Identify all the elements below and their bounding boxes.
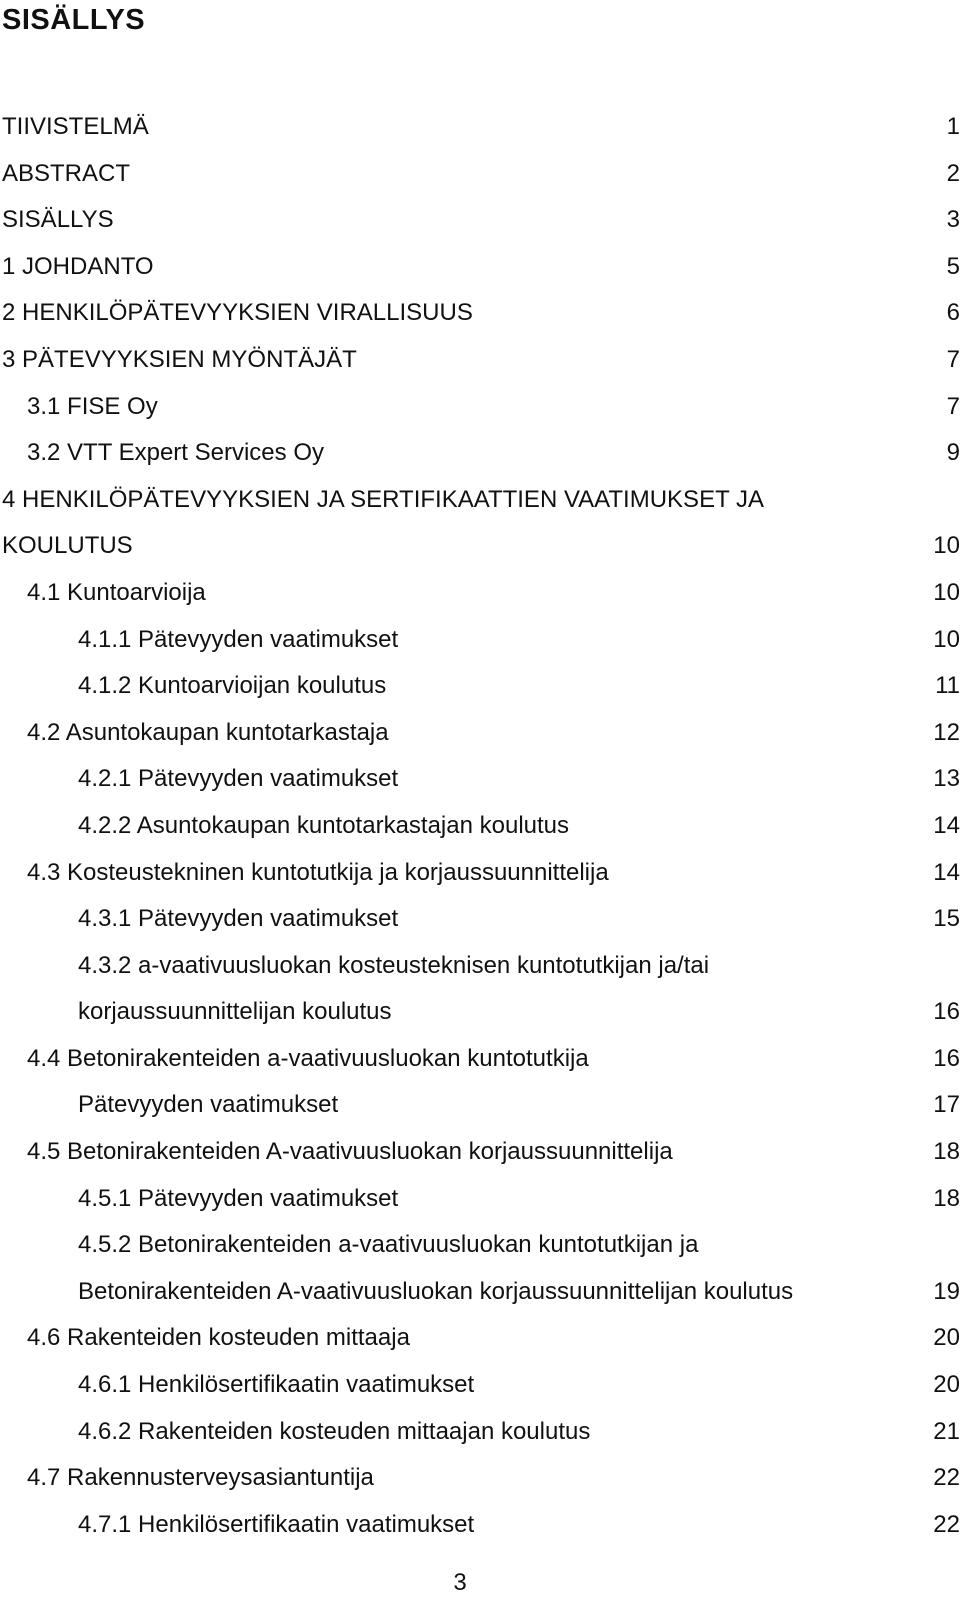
toc-entry-page: 15: [933, 905, 960, 933]
toc-line: [0, 989, 960, 1036]
toc-entry: [0, 1455, 960, 1502]
toc-entry: [0, 151, 960, 198]
page-title: SISÄLLYS: [2, 4, 146, 36]
toc-entry: [0, 803, 960, 850]
toc-entry-link[interactable]: [0, 663, 960, 710]
toc-entry-title: 4.3.1 Pätevyyden vaatimukset: [78, 905, 399, 933]
toc-entry-title: 4.5 Betonirakenteiden A-vaativuusluokan korjaussuunnittelija: [27, 1138, 673, 1166]
toc-entry-title: 4.6.2 Rakenteiden kosteuden mittaajan koulutus: [78, 1417, 591, 1445]
toc-entry-title: ABSTRACT: [2, 159, 131, 187]
toc-entry-page: 9: [946, 439, 960, 467]
toc-line: [0, 1269, 960, 1316]
toc-entry-link[interactable]: [0, 290, 960, 337]
toc-entry-title: 4.4 Betonirakenteiden a-vaativuusluokan kuntotutkija: [27, 1044, 589, 1072]
toc-entry-title: KOULUTUS: [2, 532, 133, 560]
toc-entry: [0, 896, 960, 943]
toc-entry-title: 4.6.1 Henkilösertifikaatin vaatimukset: [78, 1371, 475, 1399]
toc-entry: [0, 104, 960, 151]
toc-entry: [0, 1362, 960, 1409]
toc-line: [0, 477, 960, 524]
toc-entry-link[interactable]: [0, 1129, 960, 1176]
toc-entry: [0, 663, 960, 710]
toc-line: [0, 756, 960, 803]
toc-entry-link[interactable]: [0, 151, 960, 198]
toc-line: [0, 1082, 960, 1129]
toc-line: [0, 1176, 960, 1223]
toc-entry: [0, 617, 960, 664]
toc-entry: [0, 430, 960, 477]
toc-entry-link[interactable]: [0, 570, 960, 617]
toc-entry-title: 4.2 Asuntokaupan kuntotarkastaja: [27, 718, 389, 746]
toc-line: [0, 663, 960, 710]
toc-entry-title: TIIVISTELMÄ: [2, 113, 149, 140]
toc-entry-title: 3.2 VTT Expert Services Oy: [27, 439, 324, 467]
toc-entry-link[interactable]: [0, 1315, 960, 1362]
toc-entry-link[interactable]: [0, 197, 960, 244]
toc-entry-page: 10: [933, 532, 960, 560]
toc-entry-title: 4.1 Kuntoarvioija: [27, 578, 206, 606]
toc-entry-page: 14: [933, 858, 960, 886]
toc-entry-link[interactable]: [0, 850, 960, 897]
toc-line: [0, 896, 960, 943]
toc-entry-link[interactable]: [0, 756, 960, 803]
toc-entry-page: 21: [933, 1417, 960, 1445]
toc-entry-page: 1: [946, 113, 960, 140]
toc-entry-link[interactable]: [0, 617, 960, 664]
toc-entry-title: Betonirakenteiden A-vaativuusluokan korjaussuunnittelijan koulutus: [78, 1277, 794, 1305]
toc-line: [0, 384, 960, 431]
toc-entry: [0, 570, 960, 617]
toc-entry-link[interactable]: [0, 943, 960, 1036]
toc-line: [0, 1036, 960, 1083]
toc-entry: [0, 710, 960, 757]
toc-line: [0, 1222, 960, 1269]
toc-entry-link[interactable]: [0, 710, 960, 757]
toc-entry-link[interactable]: [0, 1036, 960, 1083]
toc-entry-page: 2: [946, 159, 960, 187]
toc-entry-title: Pätevyyden vaatimukset: [78, 1091, 339, 1119]
toc-entry-page: 7: [946, 345, 960, 373]
toc-entry-link[interactable]: [0, 430, 960, 477]
toc-entry-title: 4.5.1 Pätevyyden vaatimukset: [78, 1184, 399, 1212]
toc-entry-title: 3.1 FISE Oy: [27, 392, 158, 420]
toc-entry-link[interactable]: [0, 384, 960, 431]
toc-entry-page: 18: [933, 1138, 960, 1166]
toc-line: [0, 1455, 960, 1502]
toc-entry-link[interactable]: [0, 1455, 960, 1502]
toc-entry: [0, 384, 960, 431]
toc-line: [0, 1409, 960, 1456]
toc-entry-title: 4.3 Kosteustekninen kuntotutkija ja korjaussuunnittelija: [27, 858, 609, 886]
toc-entry-link[interactable]: [0, 1176, 960, 1223]
toc-entry-page: 11: [935, 672, 960, 700]
toc-entry: [0, 197, 960, 244]
toc-entry-link[interactable]: [0, 1082, 960, 1129]
toc-entry-page: 22: [933, 1464, 960, 1492]
toc-entry-title: 4.2.1 Pätevyyden vaatimukset: [78, 765, 399, 793]
toc-line: [0, 1502, 960, 1549]
toc-entry: [0, 1082, 960, 1129]
toc-line: [0, 244, 960, 291]
toc-entry: [0, 1129, 960, 1176]
toc-entry-link[interactable]: [0, 896, 960, 943]
toc-entry-link[interactable]: [0, 244, 960, 291]
toc-entry-page: 17: [933, 1091, 960, 1119]
toc-line: [0, 104, 960, 151]
toc-entry-title: 4.7 Rakennusterveysasiantuntija: [27, 1464, 374, 1492]
toc-line: [0, 430, 960, 477]
toc-entry-page: 16: [933, 998, 960, 1026]
toc-entry-page: 20: [933, 1324, 960, 1352]
toc-line: [0, 1129, 960, 1176]
toc-entry-link[interactable]: [0, 337, 960, 384]
toc-line: [0, 803, 960, 850]
toc-entry-page: 16: [933, 1044, 960, 1072]
toc-line: [0, 151, 960, 198]
toc-entry-page: 14: [933, 811, 960, 839]
toc-entry-title: 4.5.2 Betonirakenteiden a-vaativuusluokan kuntotutkijan ja: [78, 1231, 699, 1259]
toc-entry-title: 4.1.1 Pätevyyden vaatimukset: [78, 625, 399, 653]
toc-entry-page: 6: [946, 299, 960, 327]
toc-entry-link[interactable]: [0, 803, 960, 850]
toc-entry-title: 4 HENKILÖPÄTEVYYKSIEN JA SERTIFIKAATTIEN VAATIMUKSET JA: [2, 485, 764, 513]
toc-entry-title: korjaussuunnittelijan koulutus: [78, 998, 392, 1026]
toc-entry: [0, 756, 960, 803]
toc-entry: [0, 1222, 960, 1315]
toc-entry: [0, 1409, 960, 1456]
toc-entry-link[interactable]: [0, 1362, 960, 1409]
toc-line: [0, 1315, 960, 1362]
toc-entry-page: 5: [946, 252, 960, 280]
toc-entry: [0, 943, 960, 1036]
toc-entry-title: SISÄLLYS: [2, 206, 114, 234]
toc-entry: [0, 1502, 960, 1549]
toc-entry-link[interactable]: [0, 477, 960, 570]
toc-entry-link[interactable]: [0, 1222, 960, 1315]
toc-entry-title: 4.3.2 a-vaativuusluokan kosteusteknisen kuntotutkijan ja/tai: [78, 951, 710, 979]
toc-entry-page: 19: [933, 1277, 960, 1305]
toc-entry-title: 4.1.2 Kuntoarvioijan koulutus: [78, 672, 387, 700]
toc-entry-title: 2 HENKILÖPÄTEVYYKSIEN VIRALLISUUS: [2, 299, 473, 327]
page-number: 3: [453, 1569, 467, 1596]
toc-entry-page: 13: [933, 765, 960, 793]
toc-entry: [0, 1036, 960, 1083]
toc-entry: [0, 337, 960, 384]
toc-line: [0, 943, 960, 990]
toc-entry-title: 3 PÄTEVYYKSIEN MYÖNTÄJÄT: [2, 345, 357, 373]
toc-entry: [0, 477, 960, 570]
toc-entry-page: 12: [933, 718, 960, 746]
toc-entry: [0, 1315, 960, 1362]
toc-line: [0, 197, 960, 244]
toc-entry: [0, 290, 960, 337]
toc-line: [0, 523, 960, 570]
toc-entry-page: 3: [946, 206, 960, 234]
toc-entry-title: 4.6 Rakenteiden kosteuden mittaaja: [27, 1324, 410, 1352]
toc-entry-title: 4.2.2 Asuntokaupan kuntotarkastajan koulutus: [78, 811, 570, 839]
toc-entry-page: 10: [933, 625, 960, 653]
toc-line: [0, 570, 960, 617]
toc-entry-page: 22: [933, 1510, 960, 1538]
toc-line: [0, 290, 960, 337]
toc-entry-title: 1 JOHDANTO: [2, 252, 154, 280]
toc-line: [0, 617, 960, 664]
toc-entry-page: 7: [946, 392, 960, 420]
table-of-contents: [0, 104, 960, 1548]
toc-line: [0, 710, 960, 757]
toc-entry-page: 20: [933, 1371, 960, 1399]
toc-line: [0, 850, 960, 897]
toc-entry-link[interactable]: [0, 1409, 960, 1456]
toc-entry: [0, 1176, 960, 1223]
toc-entry-page: 18: [933, 1184, 960, 1212]
toc-entry-link[interactable]: [0, 1502, 960, 1549]
toc-line: [0, 337, 960, 384]
toc-entry-page: 10: [933, 578, 960, 606]
toc-line: [0, 1362, 960, 1409]
toc-entry: [0, 850, 960, 897]
toc-entry-link[interactable]: [0, 104, 960, 151]
toc-entry: [0, 244, 960, 291]
toc-entry-title: 4.7.1 Henkilösertifikaatin vaatimukset: [78, 1510, 475, 1538]
